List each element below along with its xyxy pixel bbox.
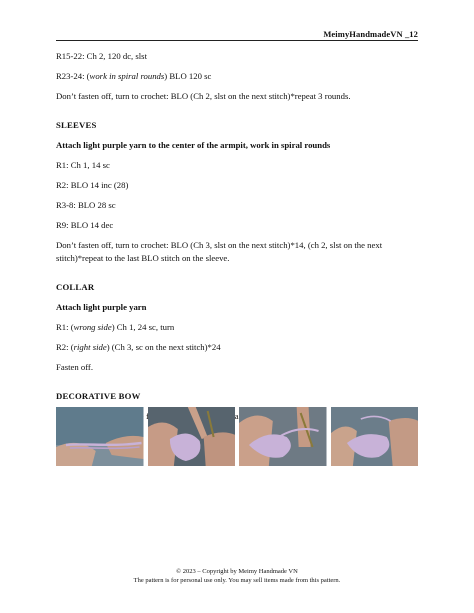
bow-instruction: a — [234, 411, 239, 421]
round-r15-22: R15-22: Ch 2, 120 dc, slst — [56, 51, 147, 61]
header-rule — [56, 40, 418, 41]
step-photos — [56, 407, 418, 466]
pattern-content — [56, 50, 418, 430]
sleeves-heading: SLEEVES — [56, 120, 97, 130]
sleeve-round: R9: BLO 14 dec — [56, 220, 114, 230]
collar-round-1: R1: (wrong side) Ch 1, 24 sc, turn — [56, 322, 175, 332]
collar-finish: Fasten off. — [56, 362, 93, 372]
step-photo-4-image — [331, 407, 419, 466]
sleeves-finish-instruction: Don’t fasten off, turn to crochet: BLO (Ch 3, slst on the next stitch)*14, (ch 2, slst on the next stitch)*repeat to the last BLO stitch on the sleeve. — [56, 240, 383, 263]
step-photo-3-image — [239, 407, 327, 466]
step-photo-1 — [56, 407, 144, 466]
sleeve-round: R3-8: BLO 28 sc — [56, 200, 116, 210]
copyright-line: © 2023 – Copyright by Meimy Handmade VN — [176, 568, 298, 575]
collar-subheading: Attach light purple yarn — [56, 302, 147, 312]
bow-heading: DECORATIVE BOW — [56, 391, 141, 401]
round-r23-24: R23-24: (work in spiral rounds) BLO 120 sc — [56, 71, 212, 81]
collar-heading: COLLAR — [56, 282, 95, 292]
sleeves-subheading: Attach light purple yarn to the center of the armpit, work in spiral rounds — [56, 140, 331, 150]
collar-round-2: R2: (right side) (Ch 3, sc on the next stitch)*24 — [56, 342, 221, 352]
step-photo-3 — [239, 407, 327, 466]
step-photo-1-image — [56, 407, 144, 466]
sleeve-round: R2: BLO 14 inc (28) — [56, 180, 129, 190]
step-photo-4 — [331, 407, 419, 466]
page-footer — [0, 567, 474, 585]
usage-notice: The pattern is for personal use only. You may sell items made from this pattern. — [133, 577, 341, 584]
step-photo-2 — [148, 407, 236, 466]
sleeve-round: R1: Ch 1, 14 sc — [56, 160, 110, 170]
running-header: MeimyHandmadeVN _12 — [323, 29, 418, 39]
body-finish-instruction: Don’t fasten off, turn to crochet: BLO (Ch 2, slst on the next stitch)*repeat 3 rounds. — [56, 91, 351, 101]
step-photo-2-image — [148, 407, 236, 466]
